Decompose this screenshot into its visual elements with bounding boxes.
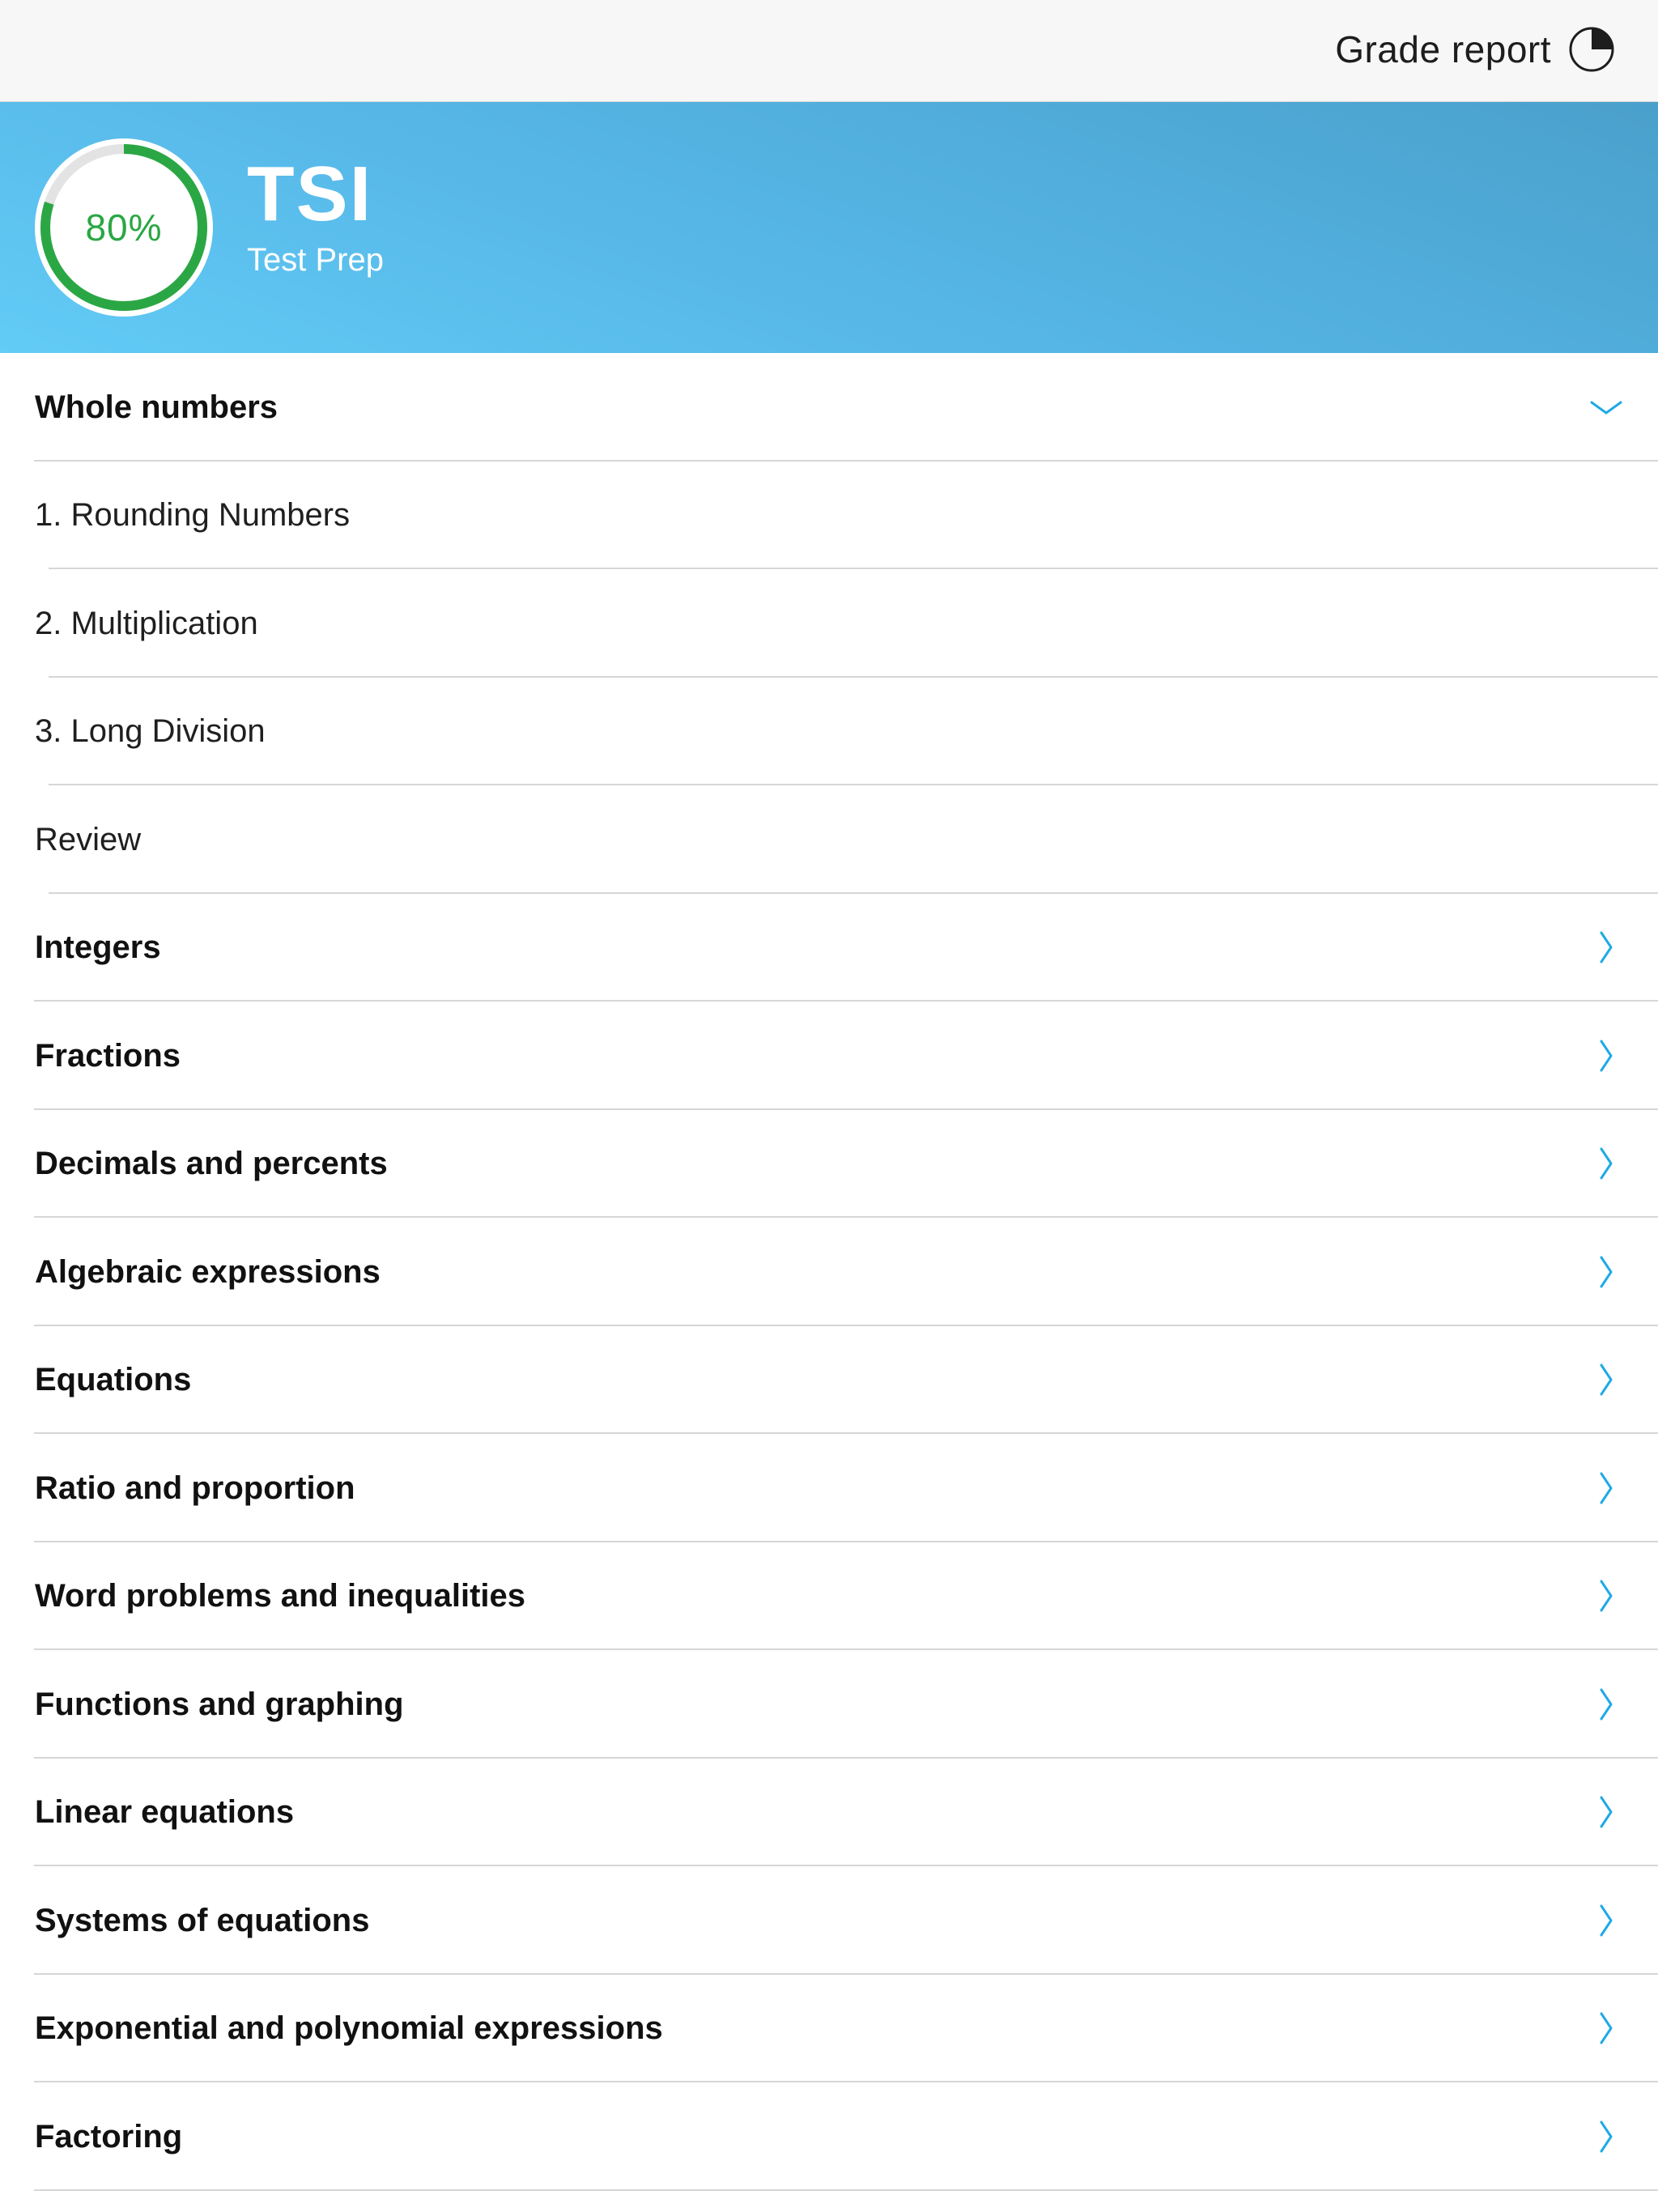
progress-percent: 80%	[85, 206, 163, 249]
course-title: TSI	[247, 151, 373, 237]
topic-section-row[interactable]	[0, 1866, 1658, 1975]
course-subtitle: Test Prep	[247, 242, 384, 278]
topic-section-row[interactable]	[0, 2082, 1658, 2191]
topic-section-label: Word problems and inequalities	[35, 1578, 526, 1614]
lesson-row[interactable]	[0, 785, 1658, 894]
topic-section-label: Ratio and proportion	[35, 1470, 355, 1506]
topic-section-row[interactable]	[0, 1975, 1658, 2083]
chevron-right-icon	[1587, 1253, 1626, 1291]
topic-section-row[interactable]	[0, 1110, 1658, 1219]
topic-section-label: Fractions	[35, 1037, 181, 1074]
topic-list	[0, 353, 1658, 2191]
topic-section-row[interactable]	[0, 1759, 1658, 1867]
topic-section-row[interactable]	[0, 894, 1658, 1002]
lesson-row[interactable]	[0, 569, 1658, 678]
progress-ring	[34, 138, 214, 317]
topic-section-label: Factoring	[35, 2118, 183, 2155]
course-header	[0, 102, 1658, 353]
topic-section-label: Integers	[35, 929, 161, 966]
topic-section-row[interactable]	[0, 1326, 1658, 1435]
topic-section-label: Algebraic expressions	[35, 1253, 380, 1290]
grade-report-label: Grade report	[1335, 28, 1551, 70]
topic-section-label: Systems of equations	[35, 1902, 370, 1938]
lesson-row[interactable]	[0, 462, 1658, 570]
topic-section-label: Equations	[35, 1362, 192, 1398]
pie-chart-icon	[1567, 25, 1616, 74]
chevron-right-icon	[1587, 1360, 1626, 1399]
topic-section-label: Decimals and percents	[35, 1146, 388, 1182]
chevron-right-icon	[1587, 1469, 1626, 1508]
chevron-right-icon	[1587, 2117, 1626, 2156]
chevron-right-icon	[1587, 1576, 1626, 1615]
chevron-right-icon	[1587, 1036, 1626, 1075]
topic-section-row[interactable]	[0, 353, 1658, 462]
topic-section-row[interactable]	[0, 1650, 1658, 1759]
topic-section-label: Linear equations	[35, 1794, 295, 1831]
chevron-down-icon	[1587, 388, 1626, 427]
lesson-label: 2. Multiplication	[35, 605, 258, 641]
chevron-right-icon	[1587, 1793, 1626, 1831]
topic-section-row[interactable]	[0, 1434, 1658, 1542]
grade-report-button[interactable]	[1335, 23, 1616, 76]
chevron-right-icon	[1587, 1144, 1626, 1183]
lesson-label: Review	[35, 821, 142, 857]
top-nav-bar	[0, 0, 1658, 102]
topic-section-row[interactable]	[0, 1002, 1658, 1110]
topic-section-label: Exponential and polynomial expressions	[35, 2010, 663, 2047]
chevron-right-icon	[1587, 1901, 1626, 1940]
topic-section-row[interactable]	[0, 1542, 1658, 1651]
lesson-label: 3. Long Division	[35, 713, 266, 750]
topic-section-label: Functions and graphing	[35, 1686, 404, 1722]
chevron-right-icon	[1587, 928, 1626, 967]
topic-section-label: Whole numbers	[35, 389, 278, 425]
chevron-right-icon	[1587, 2009, 1626, 2048]
topic-section-row[interactable]	[0, 1218, 1658, 1326]
lesson-row[interactable]	[0, 678, 1658, 786]
lesson-label: 1. Rounding Numbers	[35, 497, 351, 534]
chevron-right-icon	[1587, 1685, 1626, 1724]
